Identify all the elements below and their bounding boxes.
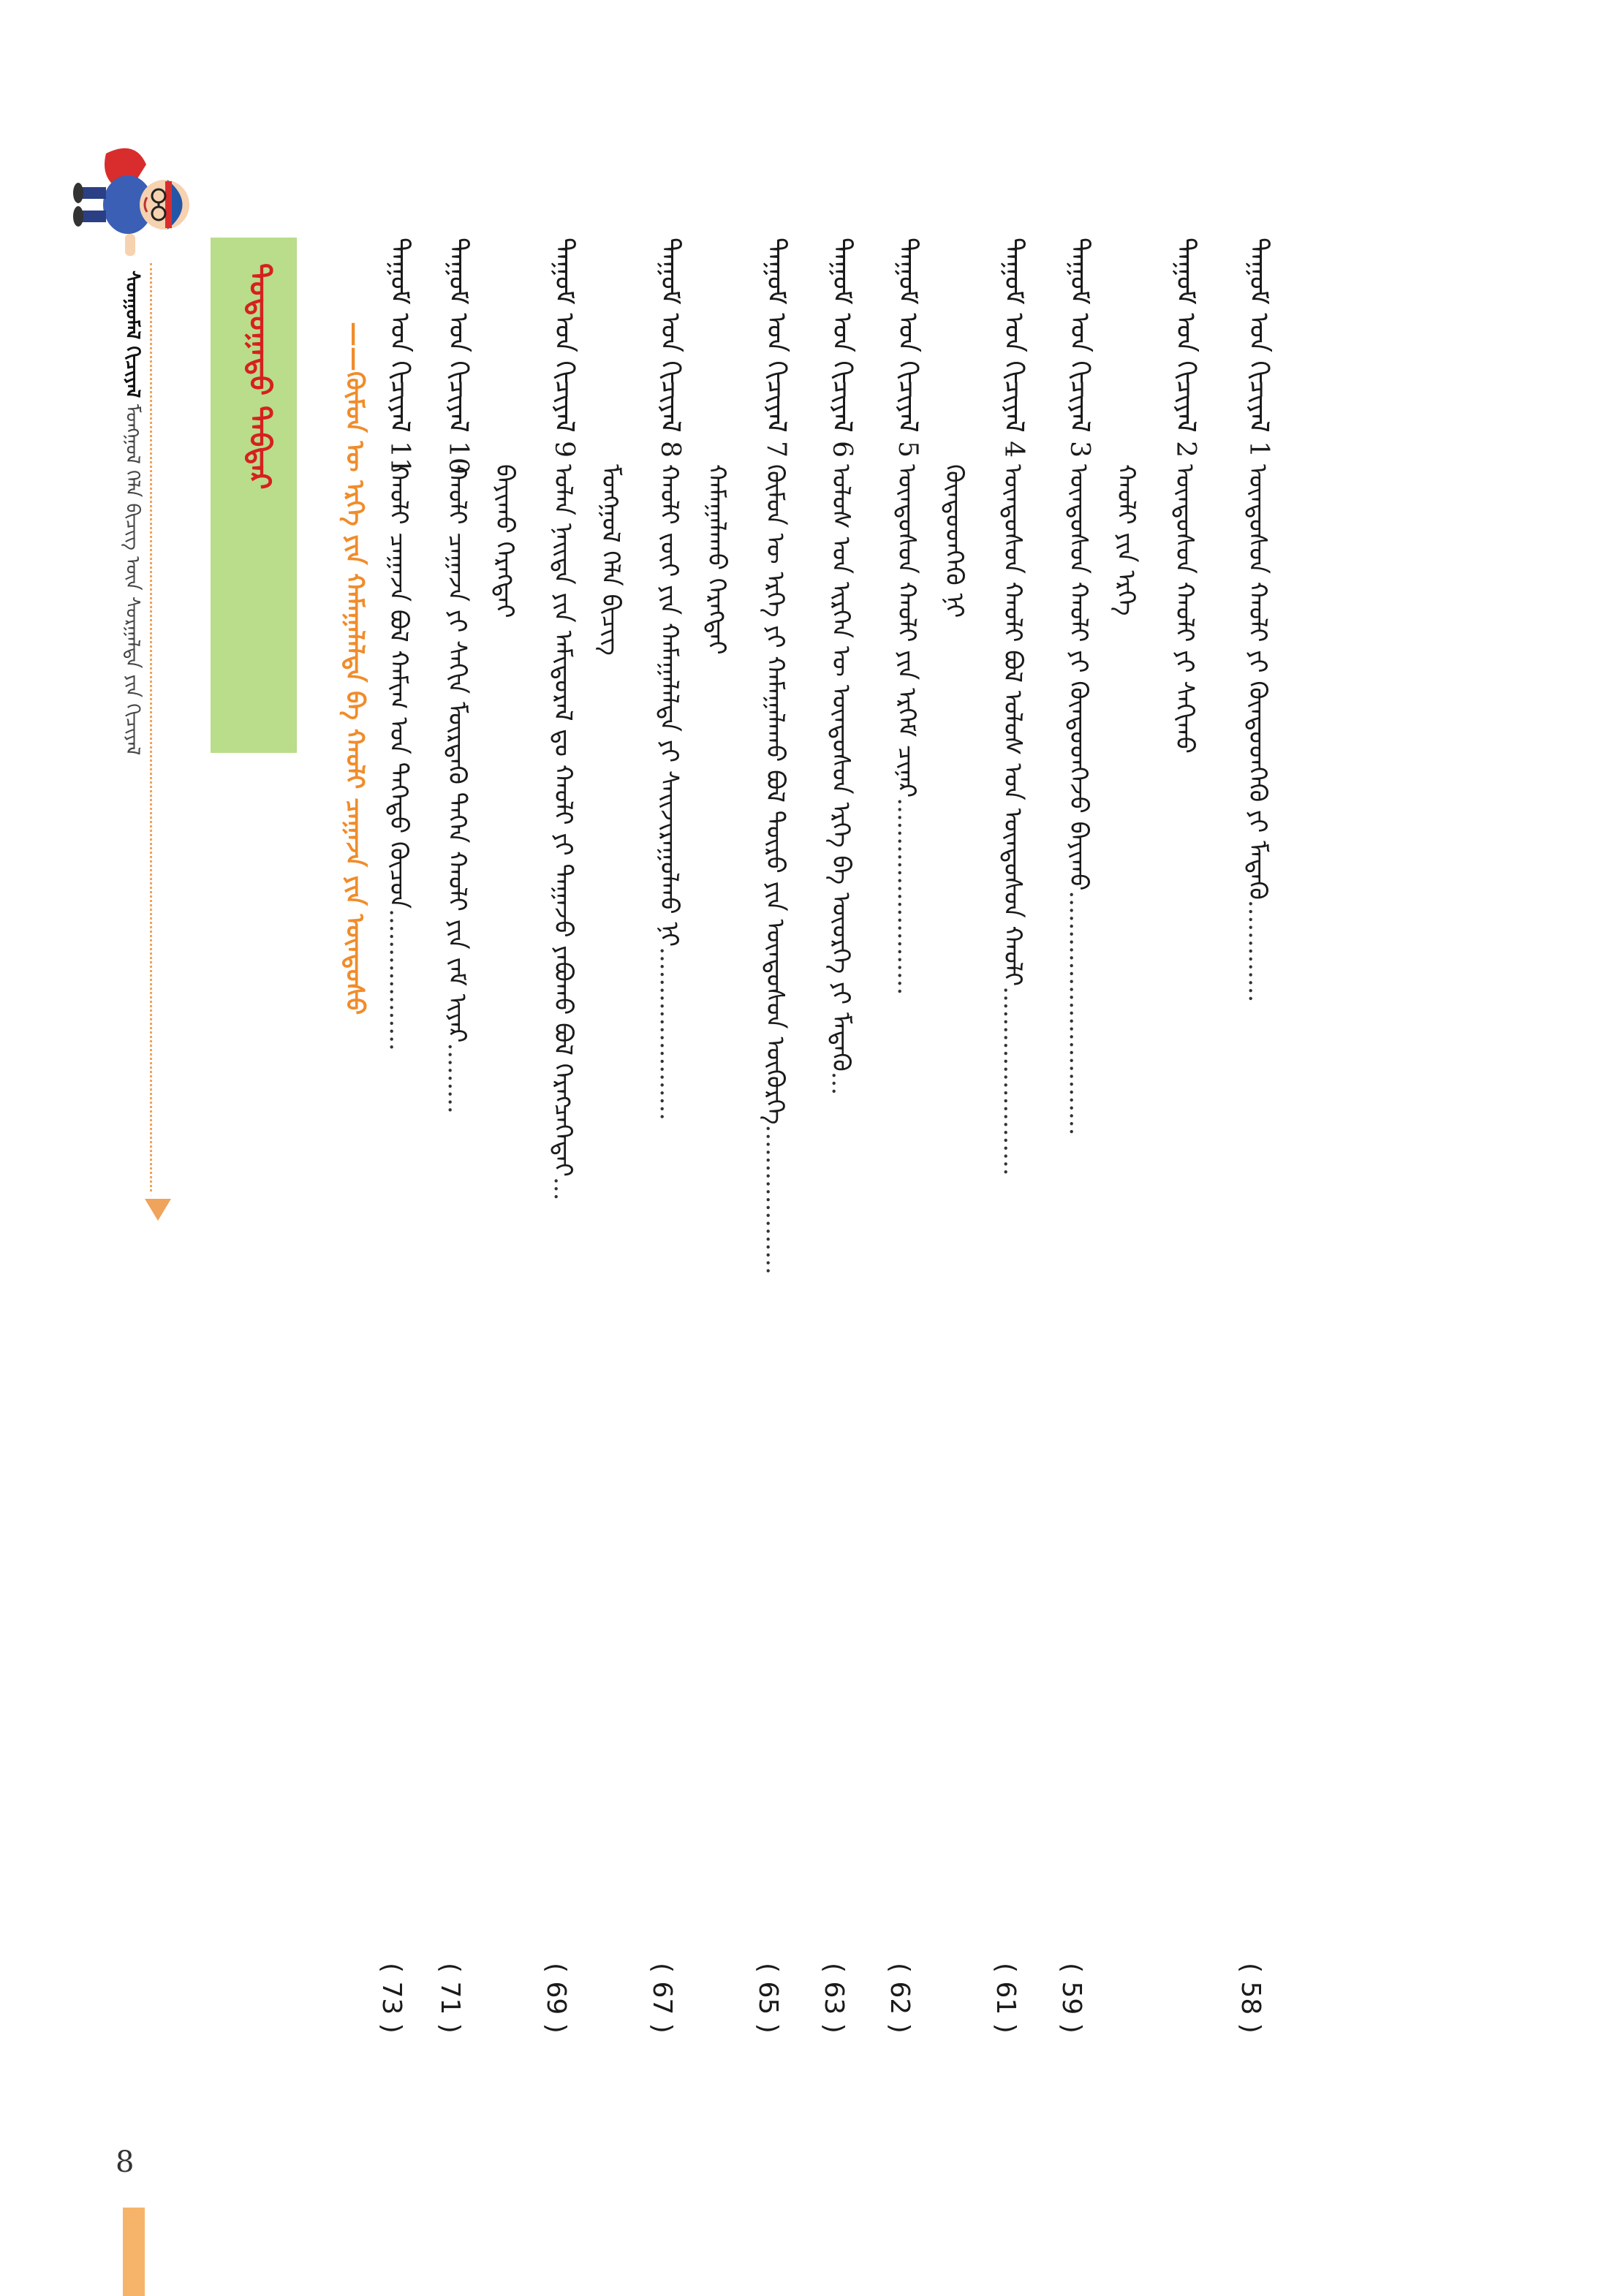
toc-entry[interactable] xyxy=(1236,238,1288,2034)
toc-title-continuation: ᠬᠠᠤᠯᠢ ᠶᠢᠨ ᠡᠷᠬᠡ xyxy=(1111,464,1140,616)
toc-title: ᠬᠦᠮᠦᠨ ᠦ ᠡᠷᠬᠡ ᠶᠢ ᠬᠠᠮᠠᠭᠠᠯᠠᠬᠤ ᠪᠣᠯ ᠲᠥᠷᠦ ᠶᠢᠨ ᠦᠨᠳᠦᠰᠦᠨ ᠦᠭᠦᠷᠭᠡ................... xyxy=(760,464,790,1275)
section-banner-title: ᠳᠣᠲᠣᠭᠠᠳᠤ ᠳᠡᠪᠲᠡᠷ xyxy=(243,263,276,490)
toc-title-continuation: ᠬᠠᠮᠠᠭᠠᠯᠠᠬᠤ ᠬᠡᠷᠡᠭᠲᠡᠢ xyxy=(702,464,731,655)
toc-entry[interactable] xyxy=(753,238,806,2034)
toc-title: ᠦᠨᠳᠦᠰᠦᠨ ᠬᠠᠤᠯᠢ ᠶᠢ ᠬᠦᠨᠳᠦᠳᠬᠡᠬᠦ ᠶᠢ ᠮᠡᠳᠡᠬᠦ............. xyxy=(1243,464,1272,1003)
toc-entry[interactable] xyxy=(1056,238,1109,2034)
toc-title-continuation: ᠬᠦᠨᠳᠦᠳᠬᠡᠬᠦ ᠨᠢ xyxy=(939,464,969,618)
toc-page-number: ( 63 ) xyxy=(819,1963,849,2034)
toc-page-number: ( 71 ) xyxy=(435,1963,465,2034)
toc-page-number: ( 65 ) xyxy=(753,1963,783,2034)
page-number: 8 xyxy=(116,2145,135,2179)
toc-entry[interactable] xyxy=(885,238,937,2034)
toc-title: ᠬᠠᠤᠯᠢ ᠴᠠᠭᠠᠵᠠ ᠪᠣᠯ ᠬᠠᠮᠢᠭ ᠤᠨ ᠳᠡᠭᠡᠳᠦ ᠬᠦᠴᠦᠨ.................. xyxy=(384,464,413,1051)
toc-lesson-number: ᠲᠠᠭᠤᠮ ᠤᠨ ᠬᠢᠴᠢᠶᠡᠯ 4 xyxy=(999,238,1029,458)
toc-lesson-number: ᠲᠠᠭᠤᠮ ᠤᠨ ᠬᠢᠴᠢᠶᠡᠯ 1 xyxy=(1244,238,1274,458)
toc-title: ᠤᠯᠤᠰ ᠤᠨ ᠢᠷᠭᠡᠨ ᠦ ᠦᠨᠳᠦᠰᠦᠨ ᠡᠷᠬᠡ ᠪᠠ ᠦᠦᠷᠭᠡ ᠶᠢ ᠮᠡᠳᠡᠬᠦ... xyxy=(826,464,855,1096)
section-subtitle: ——ᠬᠦᠮᠦᠨ ᠦ ᠡᠷᠬᠡ ᠶᠢᠨ ᠬᠠᠮᠠᠭᠠᠯᠠᠯᠲᠠ ᠪᠠ ᠬᠠᠤᠯᠢ ᠴᠠᠭᠠᠵᠠ ᠶᠢᠨ ᠦᠨᠳᠦᠰᠦ xyxy=(340,322,369,1015)
toc-title: ᠬᠠᠤᠯᠢ ᠴᠠᠭᠠᠵᠠ ᠶᠢ ᠰᠠᠬᠢᠨ ᠮᠥᠷᠳᠡᠬᠦ ᠳᠡᠭᠡᠨ ᠬᠠᠤᠯᠢ ᠶᠢᠨ ᠵᠠᠮ ᠢᠶᠠᠷ......... xyxy=(442,464,472,1114)
running-header xyxy=(116,270,149,755)
toc-title: ᠬᠠᠤᠯᠢ ᠵᠦᠢ ᠶᠢᠨ ᠬᠠᠮᠠᠭᠠᠯᠠᠯᠲᠠ ᠶᠢ ᠰᠠᠢᠵᠢᠷᠠᠭᠤᠯᠬᠤ ᠨᠢ...................... xyxy=(654,464,684,1121)
toc-page-number: ( 61 ) xyxy=(991,1963,1021,2034)
toc-page-number: ( 59 ) xyxy=(1056,1963,1086,2034)
toc-entry[interactable] xyxy=(991,238,1043,2034)
toc-title: ᠦᠨᠳᠦᠰᠦᠨ ᠬᠠᠤᠯᠢ ᠶᠢ ᠰᠠᠬᠢᠬᠤ xyxy=(1170,464,1199,754)
toc-title-continuation: ᠪᠠᠶᠢᠬᠤ ᠬᠡᠷᠡᠭᠲᠡᠢ xyxy=(490,464,519,618)
toc-page-number: ( 67 ) xyxy=(647,1963,677,2034)
toc-title: ᠦᠨᠳᠦᠰᠦᠨ ᠬᠠᠤᠯᠢ ᠪᠣᠯ ᠤᠯᠤᠰ ᠤᠨ ᠦᠨᠳᠦᠰᠦᠨ ᠬᠠᠤᠯᠢ........................ xyxy=(998,464,1027,1176)
toc-lesson-number: ᠲᠠᠭᠤᠮ ᠤᠨ ᠬᠢᠴᠢᠶᠡᠯ 7 xyxy=(761,238,791,458)
toc-title: ᠦᠨᠳᠦᠰᠦᠨ ᠬᠠᠤᠯᠢ ᠶᠢᠨ ᠡᠷᠬᠡᠮ ᠴᠢᠨᠠᠷ......................... xyxy=(892,464,921,996)
toc-entry[interactable] xyxy=(647,238,700,2034)
toc-page-number: ( 62 ) xyxy=(885,1963,915,2034)
toc-title-continuation: ᠮᠣᠩᠭᠣᠯ ᠬᠡᠯᠡ ᠪᠢᠴᠢᠭ᠌ xyxy=(596,464,625,656)
dotted-guide-line xyxy=(150,263,152,1191)
running-header-series: ᠰᠣᠨᠭᠣᠮᠠᠯ ᠬᠢᠴᠢᠶᠡᠯ xyxy=(121,270,143,398)
toc-entry[interactable] xyxy=(377,238,429,2034)
toc-page-number: ( 58 ) xyxy=(1236,1963,1266,2034)
arrow-marker-icon xyxy=(145,1199,171,1221)
toc-title: ᠦᠨᠳᠦᠰᠦᠨ ᠬᠠᠤᠯᠢ ᠶᠢ ᠬᠦᠨᠳᠦᠳᠬᠡᠵᠦ ᠪᠠᠶᠢᠬᠤ............................... xyxy=(1064,464,1093,1136)
toc-lesson-number: ᠲᠠᠭᠤᠮ ᠤᠨ ᠬᠢᠴᠢᠶᠡᠯ 9 xyxy=(549,238,579,458)
page-edge-tab xyxy=(123,2208,145,2296)
toc-page-number: ( 73 ) xyxy=(377,1963,406,2034)
toc-entry[interactable] xyxy=(1162,238,1215,2014)
toc-lesson-number: ᠲᠠᠭᠤᠮ ᠤᠨ ᠬᠢᠴᠢᠶᠡᠯ 5 xyxy=(893,238,923,458)
toc-lesson-number: ᠲᠠᠭᠤᠮ ᠤᠨ ᠬᠢᠴᠢᠶᠡᠯ 6 xyxy=(827,238,857,458)
toc-lesson-number: ᠲᠠᠭᠤᠮ ᠤᠨ ᠬᠢᠴᠢᠶᠡᠯ 3 xyxy=(1064,238,1094,458)
toc-title: ᠣᠯᠠᠨ ᠨᠡᠢᠲᠡ ᠶᠢᠨ ᠠᠮᠢᠳᠤᠷᠠᠯ ᠳᠤ ᠬᠠᠤᠯᠢ ᠶᠢ ᠳᠠᠭᠠᠵᠤ ᠶᠠᠪᠤᠬᠤ ᠪᠣᠯ ᠬᠡᠷᠡᠭᠴᠡᠭᠡᠲᠡᠢ... xyxy=(548,464,578,1201)
toc-entry[interactable] xyxy=(819,238,871,2034)
toc-lesson-number: ᠲᠠᠭᠤᠮ ᠤᠨ ᠬᠢᠴᠢᠶᠡᠯ 8 xyxy=(655,238,685,458)
running-header-title: ᠮᠣᠩᠭᠣᠯ ᠬᠡᠯᠡ ᠪᠢᠴᠢᠭ᠌ ᠦᠨ ᠰᠤᠷᠭᠠᠯᠲᠠ ᠶᠢᠨ ᠬᠢᠴᠢᠶᠡᠯ xyxy=(121,403,143,756)
toc-page-number: ( 69 ) xyxy=(541,1963,571,2034)
toc-entry[interactable] xyxy=(435,238,488,2034)
toc-lesson-number: ᠲᠠᠭᠤᠮ ᠤᠨ ᠬᠢᠴᠢᠶᠡᠯ 11 xyxy=(385,238,415,474)
toc-entry[interactable] xyxy=(541,238,594,2034)
toc-lesson-number: ᠲᠠᠭᠤᠮ ᠤᠨ ᠬᠢᠴᠢᠶᠡᠯ 10 xyxy=(443,238,473,474)
toc-lesson-number: ᠲᠠᠭᠤᠮ ᠤᠨ ᠬᠢᠴᠢᠶᠡᠯ 2 xyxy=(1170,238,1200,458)
superhero-boy-mascot-illustration xyxy=(58,128,219,281)
